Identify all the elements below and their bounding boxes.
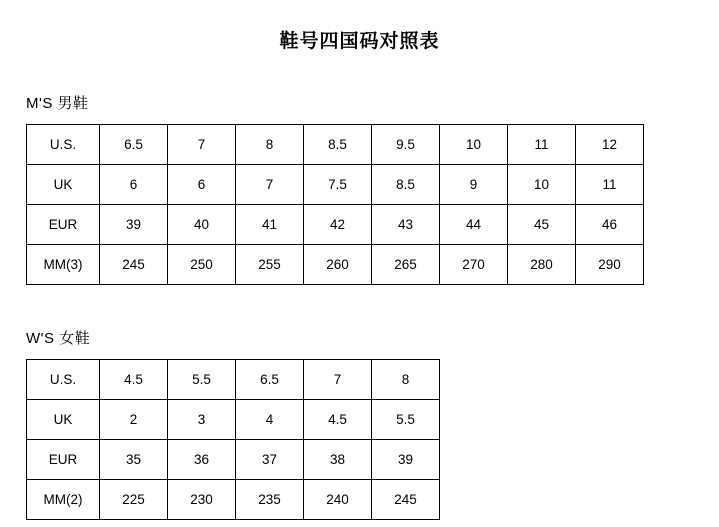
table-cell: 260 (304, 245, 372, 285)
row-header: UK (27, 165, 100, 205)
row-header: MM(3) (27, 245, 100, 285)
table-cell: 8 (372, 360, 440, 400)
table-cell: 8 (236, 125, 304, 165)
table-cell: 6.5 (236, 360, 304, 400)
table-cell: 36 (168, 440, 236, 480)
row-header: U.S. (27, 125, 100, 165)
table-cell: 38 (304, 440, 372, 480)
table-cell: 46 (576, 205, 644, 245)
table-cell: 44 (440, 205, 508, 245)
table-cell: 7 (168, 125, 236, 165)
table-cell: 245 (100, 245, 168, 285)
row-header: U.S. (27, 360, 100, 400)
table-cell: 4.5 (304, 400, 372, 440)
table-cell: 3 (168, 400, 236, 440)
table-cell: 6.5 (100, 125, 168, 165)
table-cell: 39 (100, 205, 168, 245)
table-cell: 6 (100, 165, 168, 205)
table-row (27, 245, 644, 285)
table-cell: 37 (236, 440, 304, 480)
table-cell: 250 (168, 245, 236, 285)
table-cell: 40 (168, 205, 236, 245)
table-cell: 230 (168, 480, 236, 520)
table-cell: 280 (508, 245, 576, 285)
table-cell: 4 (236, 400, 304, 440)
table-cell: 7 (304, 360, 372, 400)
table-cell: 41 (236, 205, 304, 245)
table-cell: 4.5 (100, 360, 168, 400)
table-row (27, 165, 644, 205)
table-cell: 6 (168, 165, 236, 205)
table-row (27, 125, 644, 165)
table-cell: 39 (372, 440, 440, 480)
row-header: EUR (27, 205, 100, 245)
row-header: MM(2) (27, 480, 100, 520)
row-header: EUR (27, 440, 100, 480)
table-cell: 5.5 (372, 400, 440, 440)
table-cell: 225 (100, 480, 168, 520)
table-cell: 7 (236, 165, 304, 205)
womens-section-label: W'S 女鞋 (26, 330, 91, 347)
table-cell: 245 (372, 480, 440, 520)
size-chart-page (0, 26, 719, 527)
table-cell: 235 (236, 480, 304, 520)
table-cell: 8.5 (304, 125, 372, 165)
table-cell: 11 (576, 165, 644, 205)
table-cell: 43 (372, 205, 440, 245)
table-cell: 240 (304, 480, 372, 520)
table-cell: 9.5 (372, 125, 440, 165)
table-cell: 11 (508, 125, 576, 165)
table-cell: 8.5 (372, 165, 440, 205)
womens-size-section (26, 327, 719, 520)
table-cell: 270 (440, 245, 508, 285)
table-cell: 290 (576, 245, 644, 285)
table-row (27, 205, 644, 245)
table-cell: 42 (304, 205, 372, 245)
row-header: UK (27, 400, 100, 440)
mens-size-table (26, 124, 644, 285)
table-cell: 5.5 (168, 360, 236, 400)
mens-size-section (26, 92, 719, 285)
table-row (27, 440, 440, 480)
womens-size-table (26, 359, 440, 520)
table-cell: 10 (508, 165, 576, 205)
table-cell: 265 (372, 245, 440, 285)
table-cell: 7.5 (304, 165, 372, 205)
table-cell: 35 (100, 440, 168, 480)
mens-section-label: M'S 男鞋 (26, 95, 89, 112)
table-cell: 10 (440, 125, 508, 165)
table-row (27, 360, 440, 400)
table-cell: 45 (508, 205, 576, 245)
table-row (27, 480, 440, 520)
page-title: 鞋号四国码对照表 (279, 31, 440, 52)
table-row (27, 400, 440, 440)
table-cell: 255 (236, 245, 304, 285)
table-cell: 12 (576, 125, 644, 165)
table-cell: 2 (100, 400, 168, 440)
table-cell: 9 (440, 165, 508, 205)
